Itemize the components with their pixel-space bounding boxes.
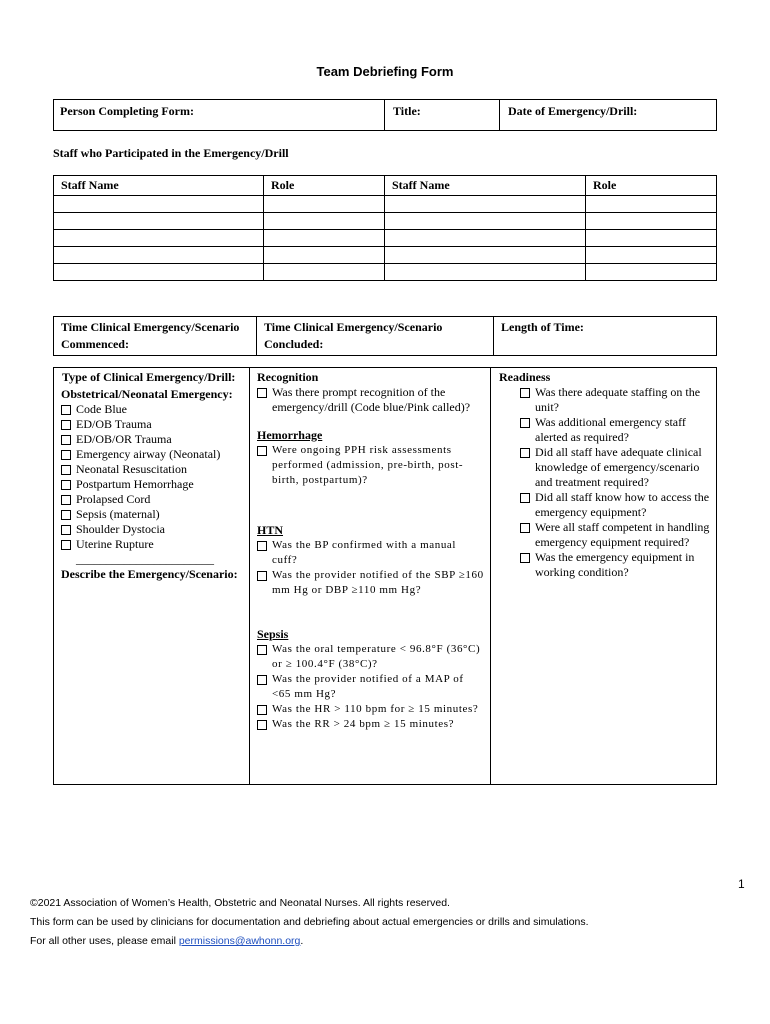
readiness-item-label: Was additional emergency staff alerted as required? — [535, 415, 686, 444]
checkbox[interactable] — [257, 675, 267, 685]
checkbox[interactable] — [257, 645, 267, 655]
role-cell[interactable] — [264, 196, 385, 213]
list-item — [250, 568, 484, 598]
checkbox[interactable] — [257, 388, 267, 398]
recognition-item-label: Was there prompt recognition of the emergency/drill (Code blue/Pink called)? — [272, 385, 471, 414]
list-item — [513, 520, 712, 550]
list-item — [250, 642, 484, 672]
readiness-list — [497, 385, 712, 580]
other-type-blank[interactable]: _______________________ — [76, 552, 214, 566]
checkbox[interactable] — [61, 510, 71, 520]
hemorrhage-item-label: Were ongoing PPH risk assessments performed (admission, pre-birth, post-birth, postpartum)? — [272, 444, 464, 486]
time-concluded-field[interactable] — [257, 317, 494, 356]
role-cell[interactable] — [264, 247, 385, 264]
checkbox[interactable] — [257, 541, 267, 551]
type-option-label: Sepsis (maternal) — [76, 507, 160, 521]
staff-name-cell[interactable] — [385, 213, 586, 230]
title-field[interactable] — [385, 100, 500, 131]
email-link[interactable]: permissions@awhonn.org — [178, 935, 301, 947]
list-item — [54, 477, 249, 492]
role-cell[interactable] — [586, 264, 717, 281]
table-row — [54, 264, 717, 281]
checkbox[interactable] — [520, 388, 530, 398]
title-label: Title: — [393, 104, 421, 118]
checkbox[interactable] — [61, 435, 71, 445]
date-label: Date of Emergency/Drill: — [508, 104, 638, 118]
list-item — [250, 717, 484, 732]
checklist-table — [53, 367, 717, 785]
hemorrhage-heading: Hemorrhage — [257, 428, 323, 442]
recognition-list — [250, 385, 484, 415]
checkbox[interactable] — [61, 495, 71, 505]
length-of-time-label: Length of Time: — [501, 320, 584, 334]
type-option-label: Code Blue — [76, 402, 127, 416]
person-completing-field[interactable] — [54, 100, 385, 131]
readiness-heading: Readiness — [499, 370, 551, 384]
readiness-item-label: Was there adequate staffing on the unit? — [535, 385, 701, 414]
type-column — [54, 368, 250, 785]
checkbox[interactable] — [520, 448, 530, 458]
checkbox[interactable] — [61, 540, 71, 550]
role-cell[interactable] — [586, 196, 717, 213]
type-option-label: Neonatal Resuscitation — [76, 462, 187, 476]
readiness-item-label: Did all staff have adequate clinical knowledge of emergency/scenario and treatment required? — [535, 445, 702, 489]
list-item — [250, 385, 484, 415]
footer-contact — [30, 935, 303, 947]
footer-contact-prefix: For all other uses, please email — [30, 935, 179, 947]
htn-heading: HTN — [257, 523, 284, 537]
staff-name-cell[interactable] — [54, 196, 264, 213]
list-item — [513, 445, 712, 490]
checkbox[interactable] — [61, 450, 71, 460]
staff-name-cell[interactable] — [385, 230, 586, 247]
htn-item-label: Was the BP confirmed with a manual cuff? — [272, 539, 457, 566]
length-of-time-field[interactable] — [494, 317, 717, 356]
checkbox[interactable] — [520, 418, 530, 428]
sepsis-item-label: Was the RR > 24 bpm ≥ 15 minutes? — [272, 718, 455, 730]
role-header: Role — [264, 176, 385, 196]
list-item — [54, 522, 249, 537]
type-subheading: Obstetrical/Neonatal Emergency: — [61, 387, 233, 401]
htn-item-label: Was the provider notified of the SBP ≥160 mm Hg or DBP ≥110 mm Hg? — [272, 569, 484, 596]
type-option-label: Shoulder Dystocia — [76, 522, 165, 536]
hemorrhage-list — [250, 443, 484, 488]
sepsis-item-label: Was the HR > 110 bpm for ≥ 15 minutes? — [272, 703, 479, 715]
sepsis-heading: Sepsis — [257, 627, 289, 641]
checkbox[interactable] — [257, 705, 267, 715]
time-concluded-label: Time Clinical Emergency/Scenario — [264, 320, 443, 334]
type-option-label: Uterine Rupture — [76, 537, 154, 551]
describe-scenario-label: Describe the Emergency/Scenario: — [61, 567, 238, 581]
checkbox[interactable] — [520, 493, 530, 503]
staff-name-cell[interactable] — [385, 264, 586, 281]
role-cell[interactable] — [264, 230, 385, 247]
list-item — [54, 492, 249, 507]
time-commenced-label: Time Clinical Emergency/Scenario — [61, 320, 240, 334]
htn-list — [250, 538, 484, 598]
list-item — [250, 538, 484, 568]
sepsis-item-label: Was the provider notified of a MAP of <65 mm Hg? — [272, 673, 464, 700]
list-item — [513, 415, 712, 445]
staff-name-header: Staff Name — [54, 176, 264, 196]
staff-name-cell[interactable] — [54, 264, 264, 281]
role-cell[interactable] — [586, 247, 717, 264]
role-header: Role — [586, 176, 717, 196]
type-option-label: Prolapsed Cord — [76, 492, 151, 506]
staff-name-header: Staff Name — [385, 176, 586, 196]
list-item — [250, 672, 484, 702]
staff-name-cell[interactable] — [54, 213, 264, 230]
list-item — [54, 402, 249, 417]
sepsis-list — [250, 642, 484, 732]
table-row — [54, 213, 717, 230]
time-commenced-label-2: Commenced: — [61, 337, 129, 351]
list-item — [54, 432, 249, 447]
readiness-column — [491, 368, 717, 785]
form-title: Team Debriefing Form — [316, 64, 454, 79]
checkbox[interactable] — [520, 523, 530, 533]
type-option-label: Emergency airway (Neonatal) — [76, 447, 221, 461]
checkbox[interactable] — [61, 465, 71, 475]
checkbox[interactable] — [257, 571, 267, 581]
page-number: 1 — [738, 877, 745, 891]
list-item — [513, 490, 712, 520]
type-option-label: ED/OB Trauma — [76, 417, 152, 431]
checkbox[interactable] — [257, 720, 267, 730]
type-list — [54, 402, 249, 552]
sepsis-item-label: Was the oral temperature < 96.8°F (36°C) or ≥ 100.4°F (38°C)? — [272, 643, 481, 670]
list-item — [54, 507, 249, 522]
person-completing-label: Person Completing Form: — [60, 104, 194, 118]
list-item — [54, 447, 249, 462]
readiness-item-label: Were all staff competent in handling emergency equipment required? — [535, 520, 710, 549]
type-option-label: Postpartum Hemorrhage — [76, 477, 194, 491]
staff-name-cell[interactable] — [385, 247, 586, 264]
list-item — [54, 417, 249, 432]
checkbox[interactable] — [520, 553, 530, 563]
checkbox[interactable] — [61, 480, 71, 490]
role-cell[interactable] — [264, 213, 385, 230]
readiness-item-label: Did all staff know how to access the emergency equipment? — [535, 490, 710, 519]
staff-name-cell[interactable] — [54, 230, 264, 247]
list-item — [513, 550, 712, 580]
list-item — [250, 702, 484, 717]
recognition-heading: Recognition — [257, 370, 319, 384]
recognition-column — [250, 368, 491, 785]
table-row — [54, 230, 717, 247]
staff-name-cell[interactable] — [385, 196, 586, 213]
staff-name-cell[interactable] — [54, 247, 264, 264]
list-item — [54, 537, 249, 552]
role-cell[interactable] — [586, 213, 717, 230]
list-item — [250, 443, 484, 488]
time-commenced-field[interactable] — [54, 317, 257, 356]
type-heading: Type of Clinical Emergency/Drill: — [62, 370, 236, 384]
checkbox[interactable] — [257, 446, 267, 456]
date-field[interactable] — [500, 100, 717, 131]
timing-table — [53, 316, 717, 356]
table-row — [54, 196, 717, 213]
readiness-item-label: Was the emergency equipment in working condition? — [535, 550, 695, 579]
list-item — [54, 462, 249, 477]
header-table — [53, 99, 717, 131]
footer-copyright: ©2021 Association of Women’s Health, Obstetric and Neonatal Nurses. All rights reserved. — [30, 897, 450, 909]
footer-contact-suffix: . — [300, 935, 304, 947]
checkbox[interactable] — [61, 525, 71, 535]
staff-section-heading: Staff who Participated in the Emergency/Drill — [53, 146, 289, 160]
time-concluded-label-2: Concluded: — [264, 337, 324, 351]
checkbox[interactable] — [61, 405, 71, 415]
list-item — [513, 385, 712, 415]
role-cell[interactable] — [586, 230, 717, 247]
type-option-label: ED/OB/OR Trauma — [76, 432, 172, 446]
table-row — [54, 247, 717, 264]
checkbox[interactable] — [61, 420, 71, 430]
footer-usage: This form can be used by clinicians for documentation and debriefing about actual emergencies or drills and simulations. — [30, 916, 589, 928]
role-cell[interactable] — [264, 264, 385, 281]
staff-table — [53, 175, 717, 281]
